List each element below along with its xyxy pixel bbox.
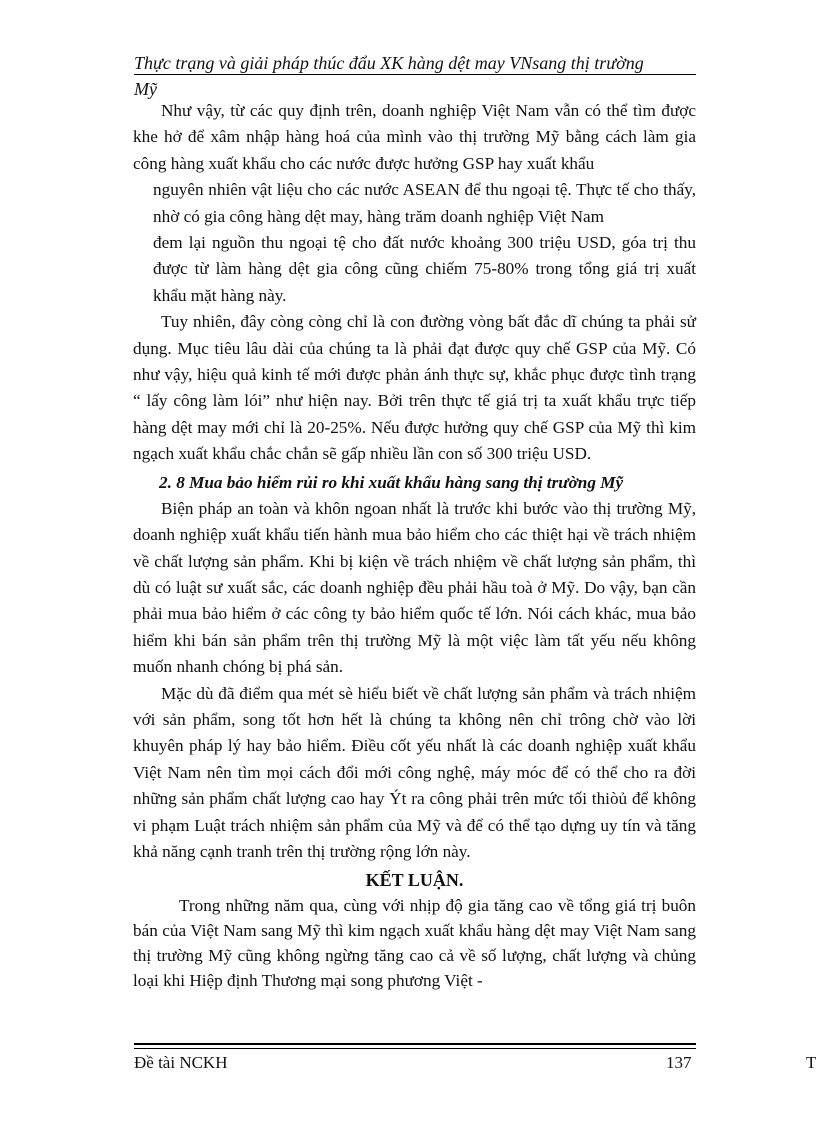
paragraph: Mặc dù đã điểm qua mét sè hiểu biết về chất lượng sản phẩm và trách nhiệm với sản phẩm, song tốt hơn hết là chúng ta không nên chỉ trông chờ vào lời khuyên pháp lý hay bảo hiểm. Điều cốt yếu nhất là các doanh nghiệp xuất khẩu Việt Nam nên tìm mọi cách đổi mới công nghệ, máy móc để có thể cho ra đời những sản phẩm chất lượng cao hay Ýt ra công phải trên mức tối thiòủ để không vi phạm Luật trách nhiệm sản phẩm của Mỹ và để có thể tạo dựng uy tín và tăng khả năng cạnh tranh trên thị trường rộng lớn này. — [133, 683, 696, 861]
conclusion-heading: KẾT LUẬN. — [365, 870, 464, 891]
paragraph: Tuy nhiên, đây còng còng chỉ là con đường vòng bất đắc dĩ chúng ta phải sử dụng. Mục tiêu lâu dài của chúng ta là phải đạt được quy chế GSP của Mỹ. Có như vậy, hiệu quả kinh tế mới được phản ánh thực sự, khắc phục được tình trạng “ lấy công làm lói” như hiện nay. Bởi trên thực tế giá trị ta xuất khẩu trực tiếp hàng dệt may mới chỉ là 20-25%. Nếu được hưởng quy chế GSP của Mỹ thì kim ngạch xuất khẩu chắc chắn sẽ gấp nhiều lần con số 300 triệu USD. — [133, 312, 696, 464]
footer-divider-thin — [134, 1048, 696, 1049]
paragraph: đem lại nguồn thu ngoại tệ cho đất nước khoảng 300 triệu USD, góa trị thu được từ làm hàng dệt gia công cũng chiếm 75-80% trong tổng giá trị xuất khẩu mặt hàng này. — [153, 233, 696, 305]
edge-mark: T — [806, 1053, 816, 1072]
footer-divider-thick — [134, 1043, 696, 1045]
page-header-title: Thực trạng và giải pháp thúc đẩu XK hàng dệt may VNsang thị trường Mỹ — [134, 53, 644, 99]
page-number: 137 — [666, 1053, 692, 1072]
paragraph: Như vậy, từ các quy định trên, doanh nghiệp Việt Nam vẫn có thể tìm được khe hở để xâm nhập hàng hoá của mình vào thị trường Mỹ bằng cách làm gia công hàng xuất khẩu cho các nước được hưởng GSP hay xuất khẩu — [133, 101, 696, 173]
paragraph: nguyên nhiên vật liệu cho các nước ASEAN để thu ngoại tệ. Thực tế cho thấy, nhờ có gia công hàng dệt may, hàng trăm doanh nghiệp Việt Nam — [153, 180, 696, 226]
footer-label: Đề tài NCKH — [134, 1053, 228, 1072]
document-body — [133, 98, 696, 993]
header-divider — [134, 74, 696, 75]
section-heading: 2. 8 Mua bảo hiểm rủi ro khi xuất khẩu hàng sang thị trường Mỹ — [159, 472, 624, 492]
paragraph: Biện pháp an toàn và khôn ngoan nhất là trước khi bước vào thị trường Mỹ, doanh nghiệp xuất khẩu tiến hành mua bảo hiểm cho các thiệt hại về trách nhiệm về chất lượng sản phẩm. Khi bị kiện về trách nhiệm về chất lượng sản phẩm, thì dù có luật sư xuất sắc, các doanh nghiệp đều phải hầu toà ở Mỹ. Do vậy, bạn cần phải mua bảo hiểm ở các công ty bảo hiểm quốc tế lớn. Nói cách khác, mua bảo hiểm khi bán sản phẩm trên thị trường Mỹ là một việc làm tất yếu nếu không muốn nhanh chóng bị phá sản. — [133, 498, 696, 677]
conclusion-paragraph: Trong những năm qua, cùng với nhịp độ gia tăng cao về tổng giá trị buôn bán của Việt Nam sang Mỹ thì kim ngạch xuất khẩu hàng dệt may Việt Nam sang thị trường Mỹ cũng không ngừng tăng cao cả về số lượng, chất lượng và chủng loại khi Hiệp định Thương mại song phương Việt - — [133, 896, 696, 991]
